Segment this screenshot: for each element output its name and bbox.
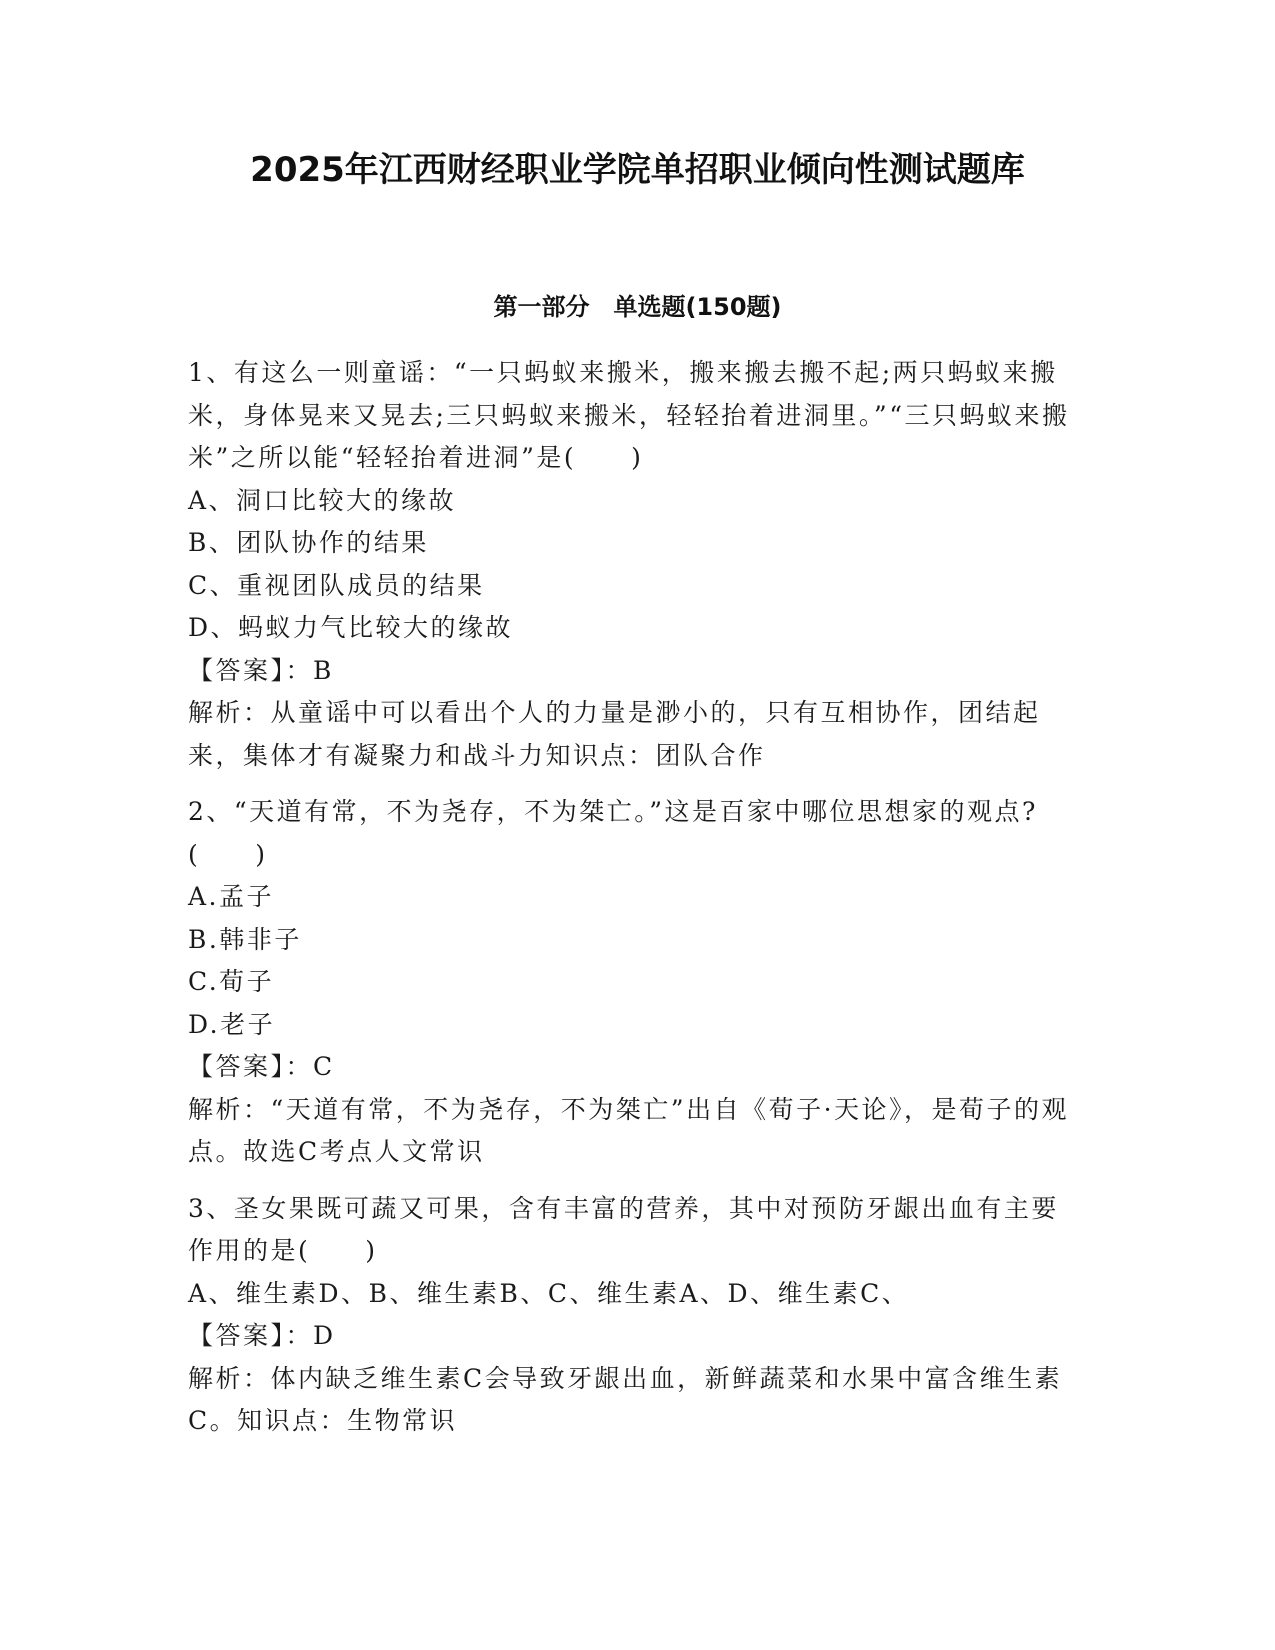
question-list: [188, 352, 1078, 1457]
explanation: 解析：“天道有常，不为尧存，不为桀亡”出自《荀子·天论》，是荀子的观点。故选C考点人文常识: [188, 1094, 1070, 1166]
answer-label: 【答案】：: [188, 655, 314, 685]
option-c: C、重视团队成员的结果: [188, 570, 485, 600]
answer-value: D: [313, 1321, 336, 1350]
question-2: [188, 791, 1078, 1174]
answer-line: [188, 1046, 1078, 1089]
answer-label: 【答案】：: [188, 1321, 314, 1350]
question-stem: 3、圣女果既可蔬又可果，含有丰富的营养，其中对预防牙龈出血有主要作用的是( ): [188, 1193, 1059, 1265]
answer-label: 【答案】：: [188, 1052, 314, 1081]
option-c: C.荀子: [188, 967, 275, 996]
answer-line: [188, 1315, 1078, 1358]
question-stem: 2、“天道有常，不为尧存，不为桀亡。”这是百家中哪位思想家的观点?( ): [188, 797, 1038, 869]
section-heading: 第一部分 单选题(150题): [493, 293, 782, 321]
question-stem: 1、有这么一则童谣：“一只蚂蚁来搬米，搬来搬去搬不起;两只蚂蚁来搬米，身体晃来又晃去;三只蚂蚁来搬米，轻轻抬着进洞里。”“三只蚂蚁来搬米”之所以能“轻轻抬着进洞”是( ): [188, 358, 1070, 472]
option-b: B、团队协作的结果: [188, 528, 429, 557]
explanation: 解析：体内缺乏维生素C会导致牙龈出血，新鲜蔬菜和水果中富含维生素C。知识点：生物常识: [188, 1363, 1063, 1435]
question-3: [188, 1188, 1078, 1443]
answer-line: [188, 650, 1078, 693]
question-1: [188, 352, 1078, 777]
document-title: 2025年江西财经职业学院单招职业倾向性测试题库: [250, 150, 1025, 190]
answer-value: B: [313, 655, 334, 685]
answer-value: C: [313, 1052, 335, 1081]
option-d: D、蚂蚁力气比较大的缘故: [188, 613, 514, 642]
option-b: B.韩非子: [188, 924, 302, 954]
option-a: A、洞口比较大的缘故: [188, 485, 457, 515]
option-a: A.孟子: [188, 882, 275, 911]
explanation: 解析：从童谣中可以看出个人的力量是渺小的，只有互相协作，团结起来，集体才有凝聚力和战斗力知识点：团队合作: [188, 698, 1041, 770]
option-d: D.老子: [188, 1009, 276, 1039]
option-line: A、维生素D、B、维生素B、C、维生素A、D、维生素C、: [188, 1278, 910, 1308]
